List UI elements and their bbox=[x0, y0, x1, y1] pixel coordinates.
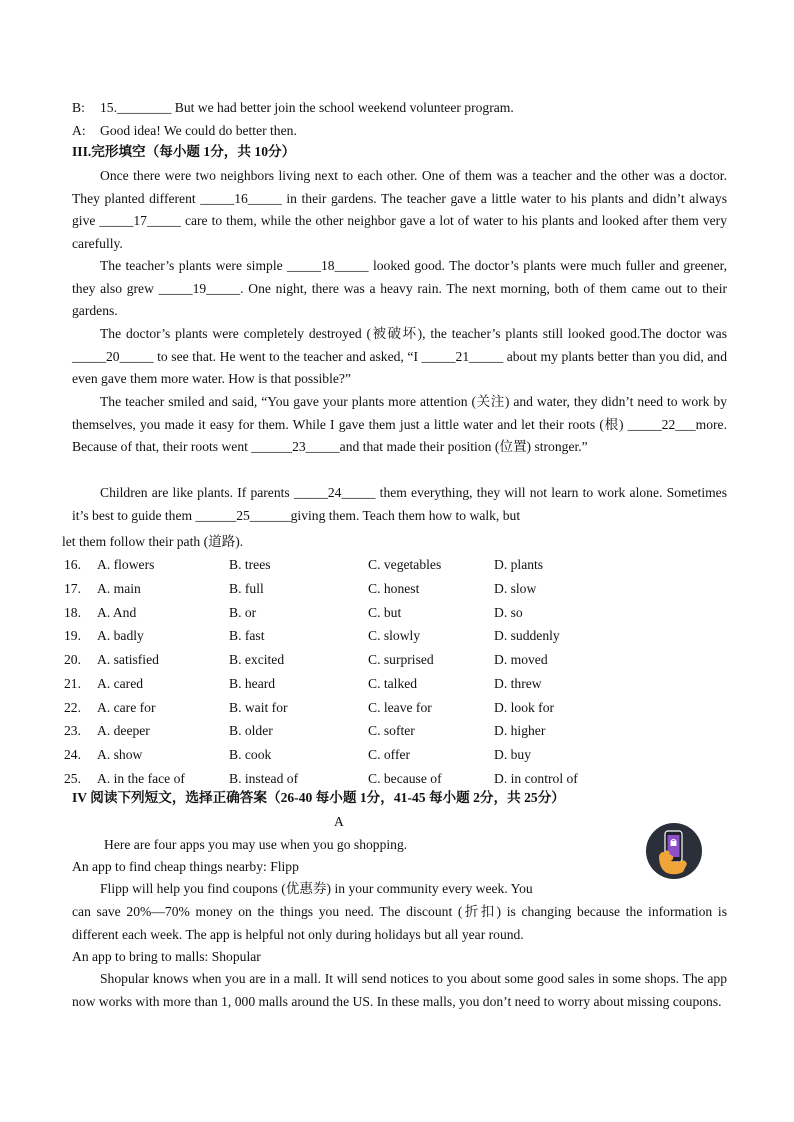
dialogue-text: Good idea! We could do better then. bbox=[100, 123, 297, 138]
option-b: B. or bbox=[229, 604, 257, 620]
option-d: D. slow bbox=[494, 580, 537, 596]
app2-text bbox=[72, 968, 727, 1013]
question-number: 21. bbox=[64, 675, 81, 691]
cloze-paragraph-5 bbox=[72, 482, 727, 527]
paragraph-text: The teacher smiled and said, “You gave your plants more attention (关注) and water, they didn’t need to work by themselves, you made it easy for them. While I gave them just a little water and let their roots (根) _____22___more. Because of that, their roots went ______23_____and that made their position (位置) stronger.” bbox=[72, 394, 727, 455]
option-b: B. instead of bbox=[229, 770, 299, 786]
paragraph-text: The teacher’s plants were simple _____18_____ looked good. The doctor’s plants were much fuller and greener, they also grew _____19_____. One night, there was a heavy rain. The next morning, both of them came out to their gardens. bbox=[72, 258, 727, 319]
option-c: C. but bbox=[368, 604, 402, 620]
question-number: 16. bbox=[64, 557, 81, 572]
option-a: A. deeper bbox=[97, 723, 150, 739]
option-b: B. older bbox=[229, 723, 273, 739]
option-b: B. excited bbox=[229, 652, 285, 667]
option-row bbox=[64, 723, 724, 743]
option-row bbox=[64, 557, 724, 577]
option-d: D. suddenly bbox=[494, 628, 560, 644]
paragraph-text: Once there were two neighbors living next to each other. One of them was a teacher and the other was a doctor. They planted different _____16_____ in their gardens. The teacher gave a little water to his plants and didn’t always give _____17_____ care to them, while the other neighbor gave a lot of water to his plants and looked after them very carefully. bbox=[72, 168, 727, 252]
dialogue-line-b bbox=[72, 99, 514, 117]
option-d: D. look for bbox=[494, 699, 555, 715]
passage-label: A bbox=[334, 814, 344, 829]
question-number: 22. bbox=[64, 699, 81, 715]
dialogue-text: 15.________ But we had better join the school weekend volunteer program. bbox=[100, 100, 514, 115]
option-a: A. show bbox=[97, 747, 143, 762]
speaker-label: A: bbox=[72, 123, 86, 138]
option-b: B. trees bbox=[229, 557, 271, 572]
dialogue-line-a bbox=[72, 122, 297, 140]
question-number: 19. bbox=[64, 628, 81, 644]
option-d: D. plants bbox=[494, 557, 544, 572]
section3-title: III.完形填空（每小题 1分，共 10分） bbox=[72, 144, 296, 159]
option-c: C. offer bbox=[368, 747, 411, 762]
option-a: A. cared bbox=[97, 675, 144, 691]
option-d: D. buy bbox=[494, 747, 532, 762]
option-b: B. heard bbox=[229, 675, 276, 691]
option-a: A. satisfied bbox=[97, 652, 159, 667]
option-d: D. in control of bbox=[494, 770, 578, 786]
option-d: D. threw bbox=[494, 675, 542, 691]
option-a: A. care for bbox=[97, 699, 156, 715]
option-b: B. wait for bbox=[229, 699, 288, 715]
cloze-paragraph-3 bbox=[72, 323, 727, 391]
paragraph-text: Children are like plants. If parents _____24_____ them everything, they will not learn to work alone. Sometimes it’s best to guide them ______25______giving them. Teach them how to walk, but bbox=[72, 485, 727, 523]
option-row bbox=[64, 676, 724, 696]
option-row bbox=[64, 628, 724, 648]
option-c: C. surprised bbox=[368, 652, 434, 667]
paragraph-text: The doctor’s plants were completely destroyed (被破坏), the teacher’s plants still looked good.The doctor was _____20_____ to see that. He went to the teacher and asked, “I _____21_____ about my plants better than you did, and even gave them more water. How is that possible?” bbox=[72, 326, 727, 387]
option-row bbox=[64, 581, 724, 601]
option-a: A. main bbox=[97, 580, 141, 596]
option-b: B. cook bbox=[229, 747, 272, 762]
option-c: C. vegetables bbox=[368, 557, 442, 572]
option-row bbox=[64, 747, 724, 767]
question-number: 23. bbox=[64, 723, 81, 739]
option-b: B. full bbox=[229, 580, 264, 596]
question-number: 24. bbox=[64, 747, 81, 762]
question-number: 18. bbox=[64, 604, 81, 620]
question-number: 20. bbox=[64, 652, 81, 667]
option-c: C. slowly bbox=[368, 628, 421, 644]
paragraph-text: Shopular knows when you are in a mall. It will send notices to you about some good sales in some shops. The app now works with more than 1, 000 malls around the US. In these malls, you don’t need to worry about missing coupons. bbox=[72, 971, 727, 1009]
option-row bbox=[64, 700, 724, 720]
option-c: C. honest bbox=[368, 580, 420, 596]
option-a: A. badly bbox=[97, 628, 144, 644]
speaker-label: B: bbox=[72, 100, 85, 115]
section4-title: IV 阅读下列短文，选择正确答案（26-40 每小题 1分，41-45 每小题 2分，共 25分） bbox=[72, 790, 565, 805]
app1-heading: An app to find cheap things nearby: Flipp bbox=[72, 859, 299, 874]
question-number: 17. bbox=[64, 580, 81, 596]
option-d: D. so bbox=[494, 604, 523, 620]
cloze-paragraph-1 bbox=[72, 165, 727, 256]
phone-shopping-icon bbox=[645, 822, 703, 880]
app2-heading: An app to bring to malls: Shopular bbox=[72, 949, 261, 964]
cloze-paragraph-4 bbox=[72, 391, 727, 459]
option-c: C. because of bbox=[368, 770, 442, 786]
option-c: C. talked bbox=[368, 675, 418, 691]
option-c: C. softer bbox=[368, 723, 415, 739]
app1-first-line: Flipp will help you find coupons (优惠券) in your community every week. You bbox=[100, 881, 533, 896]
option-row bbox=[64, 605, 724, 625]
question-number: 25. bbox=[64, 770, 81, 786]
option-row bbox=[64, 652, 724, 672]
option-row bbox=[64, 771, 724, 791]
option-d: D. moved bbox=[494, 652, 548, 667]
option-a: A. And bbox=[97, 604, 137, 620]
cloze-paragraph-2 bbox=[72, 255, 727, 323]
cloze-last-line: let them follow their path (道路). bbox=[62, 534, 244, 549]
passage-intro: Here are four apps you may use when you go shopping. bbox=[104, 837, 408, 852]
option-c: C. leave for bbox=[368, 699, 432, 715]
app1-text: can save 20%—70% money on the things you need. The discount (折扣) is changing because the information is different each week. The app is helpful not only during holidays but all year round. bbox=[72, 904, 727, 942]
option-a: A. flowers bbox=[97, 557, 155, 572]
option-b: B. fast bbox=[229, 628, 265, 644]
option-a: A. in the face of bbox=[97, 770, 185, 786]
option-d: D. higher bbox=[494, 723, 546, 739]
